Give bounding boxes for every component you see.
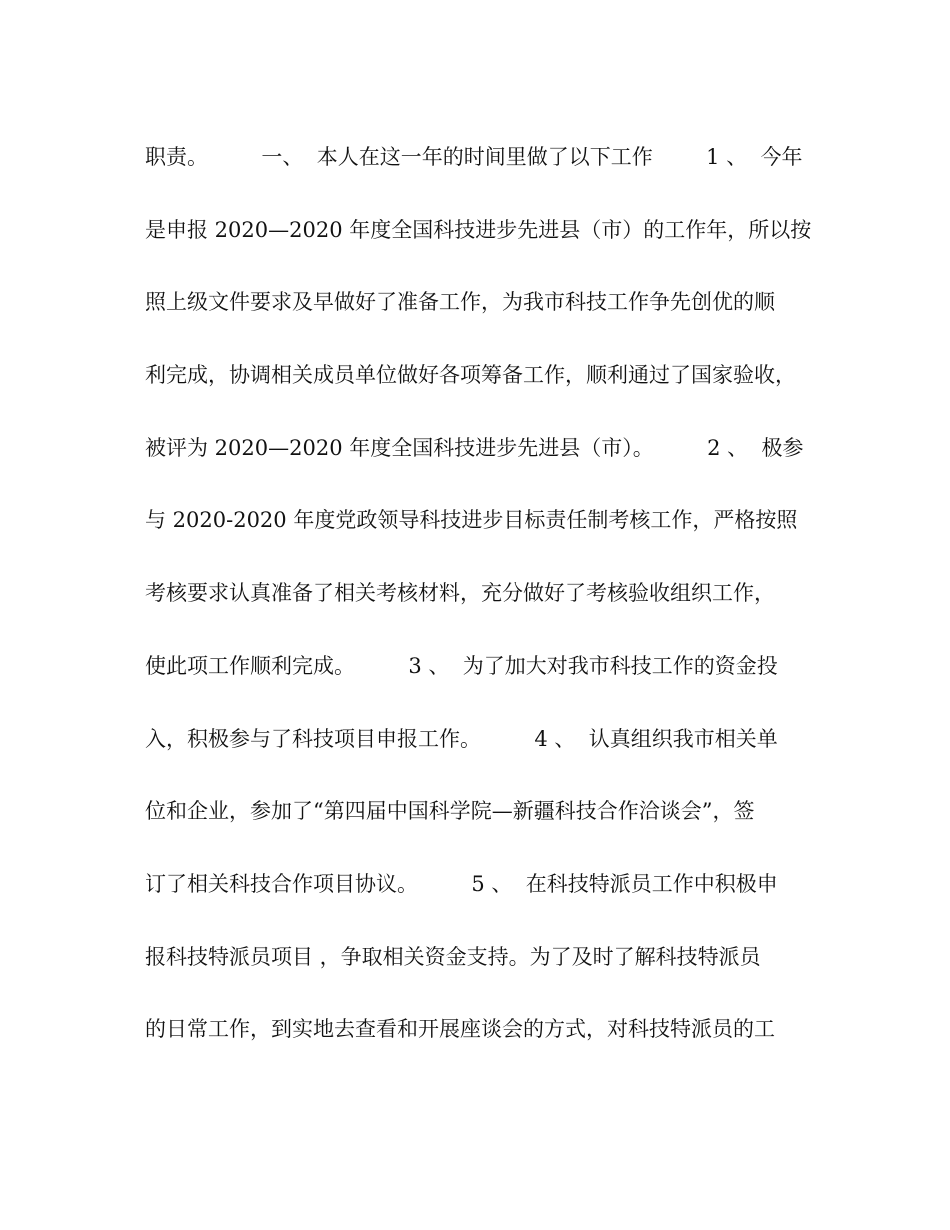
text-line: 订了相关科技合作项目协议。 5 、 在科技特派员工作中积极申 [145, 871, 778, 896]
text-line: 职责。 一、 本人在这一年的时间里做了以下工作 1 、 今年 [145, 145, 803, 169]
text-line: 与 2020-2020 年度党政领导科技进步目标责任制考核工作，严格按照 [145, 508, 798, 533]
body-text [145, 135, 815, 1080]
text-line: 使此项工作顺利完成。 3 、 为了加大对我市科技工作的资金投 [145, 653, 778, 678]
text-line: 照上级文件要求及早做好了准备工作，为我市科技工作争先创优的顺 [145, 290, 775, 315]
text-line: 报科技特派员项目 ，争取相关资金支持。为了及时了解科技特派员 [145, 944, 761, 969]
text-line: 位和企业，参加了“第四届中国科学院—新疆科技合作洽谈会”，签 [145, 799, 755, 824]
text-line: 考核要求认真准备了相关考核材料，充分做好了考核验收组织工作， [145, 581, 775, 606]
text-line: 入，积极参与了科技项目申报工作。 4 、 认真组织我市相关单 [145, 726, 778, 751]
text-line: 利完成，协调相关成员单位做好各项筹备工作，顺利通过了国家验收， [145, 363, 796, 388]
text-line: 被评为 2020—2020 年度全国科技进步先进县（市）。 2 、 极参 [145, 435, 804, 460]
text-line: 的日常工作，到实地去查看和开展座谈会的方式，对科技特派员的工 [145, 1017, 775, 1042]
text-line: 是申报 2020—2020 年度全国科技进步先进县（市）的工作年，所以按 [145, 217, 812, 242]
